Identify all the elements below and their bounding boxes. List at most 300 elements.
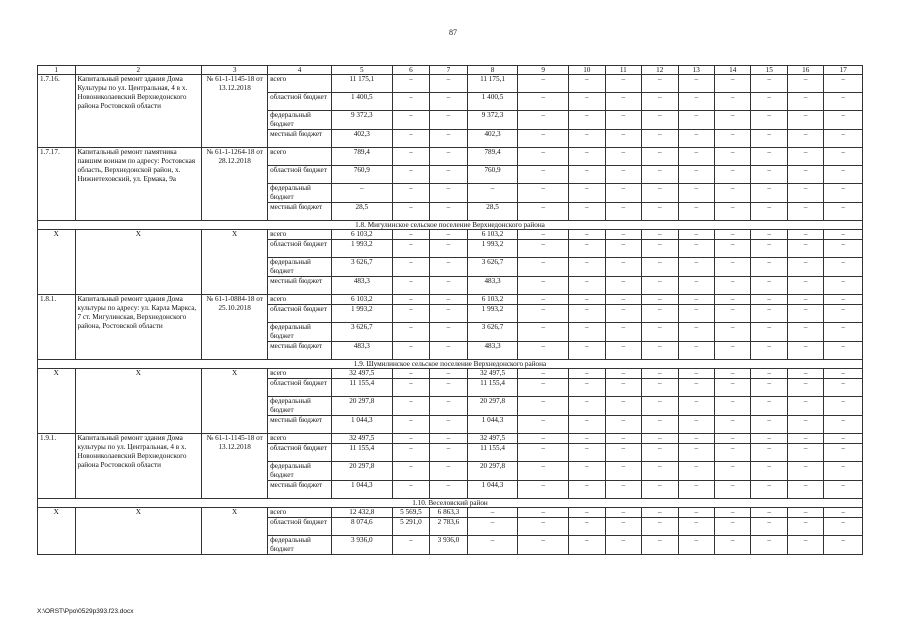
value-cell: – [518,166,569,184]
value-cell: – [678,258,714,277]
value-cell: – [751,342,787,360]
col-header: 9 [518,66,569,75]
value-cell: – [392,230,430,240]
value-cell: 9 372,3 [467,111,518,130]
value-cell: – [824,434,863,444]
value-cell: – [430,462,468,481]
value-cell: – [751,444,787,462]
value-cell: – [430,184,468,203]
funding-source: областной бюджет [268,444,332,462]
value-cell: – [518,462,569,481]
value-cell: – [569,508,605,518]
value-cell: – [569,462,605,481]
value-cell: – [518,148,569,166]
value-cell: – [824,518,863,536]
value-cell: – [605,342,641,360]
value-cell: – [569,230,605,240]
value-cell: – [392,342,430,360]
value-cell: 12 432,8 [331,508,392,518]
value-cell: – [518,230,569,240]
value-cell: – [605,75,641,93]
value-cell: 11 155,4 [331,379,392,397]
value-cell: – [642,462,678,481]
value-cell: – [518,342,569,360]
col-header: 15 [751,66,787,75]
value-cell: – [392,93,430,111]
value-cell: – [678,240,714,258]
value-cell: – [518,444,569,462]
page-number: 87 [449,28,457,37]
value-cell: 3 626,7 [331,323,392,342]
value-cell: – [714,230,750,240]
value-cell: – [569,166,605,184]
col-header: 3 [202,66,268,75]
value-cell: – [642,203,678,221]
value-cell: – [605,203,641,221]
item-name: Капитальный ремонт здания Дома культуры по ул. Центральная, 4 в х. Новониколаевский Верхнедонского района Ростовской области [75,434,202,499]
value-cell: – [678,305,714,323]
value-cell: – [392,184,430,203]
value-cell: – [678,166,714,184]
value-cell: – [751,462,787,481]
value-cell: – [569,184,605,203]
value-cell: – [824,305,863,323]
value-cell: – [678,342,714,360]
table-row [38,369,863,379]
value-cell: – [678,295,714,305]
value-cell: – [751,379,787,397]
value-cell: – [605,111,641,130]
funding-source: всего [268,148,332,166]
value-cell: 789,4 [467,148,518,166]
value-cell: – [430,203,468,221]
value-cell: – [787,518,823,536]
value-cell: – [642,75,678,93]
value-cell: – [430,305,468,323]
value-cell: 3 626,7 [467,258,518,277]
item-number: Х [38,369,76,434]
section-row [38,360,863,369]
value-cell: – [569,93,605,111]
value-cell: – [824,416,863,434]
value-cell: – [569,416,605,434]
value-cell: – [824,240,863,258]
value-cell: – [751,295,787,305]
value-cell: – [787,536,823,555]
value-cell: 1 993,2 [331,240,392,258]
value-cell: – [518,93,569,111]
value-cell: 2 783,6 [430,518,468,536]
value-cell: – [678,130,714,148]
value-cell: – [392,305,430,323]
value-cell: – [751,277,787,295]
value-cell: – [518,277,569,295]
funding-source: областной бюджет [268,240,332,258]
value-cell: – [787,416,823,434]
funding-source: областной бюджет [268,518,332,536]
section-title: 1.10. Веселовский район [38,499,863,508]
value-cell: – [605,93,641,111]
value-cell: 20 297,8 [331,397,392,416]
value-cell: – [642,323,678,342]
value-cell: – [518,323,569,342]
value-cell: – [605,416,641,434]
value-cell: – [787,305,823,323]
item-number: 1.7.16. [38,75,76,148]
value-cell: – [714,258,750,277]
funding-source: всего [268,75,332,93]
funding-source: местный бюджет [268,130,332,148]
value-cell: – [824,258,863,277]
value-cell: – [678,379,714,397]
item-name: Капитальный ремонт здания Дома культуры по адресу: ул. Карла Маркса, 7 ст. Мигулинская, Верхнедонского района, Ростовской области [75,295,202,360]
value-cell: 28,5 [467,203,518,221]
value-cell: – [678,416,714,434]
value-cell: 6 103,2 [331,230,392,240]
value-cell: – [714,342,750,360]
value-cell: – [824,130,863,148]
value-cell: – [392,166,430,184]
value-cell: – [642,508,678,518]
value-cell: – [642,342,678,360]
document-ref: Х [202,230,268,295]
funding-source: всего [268,369,332,379]
col-header: 17 [824,66,863,75]
funding-source: местный бюджет [268,481,332,499]
value-cell: – [605,130,641,148]
value-cell: – [787,111,823,130]
value-cell: 20 297,8 [467,397,518,416]
value-cell: 9 372,3 [331,111,392,130]
item-name: Х [75,230,202,295]
value-cell: 11 155,4 [331,444,392,462]
value-cell: – [569,203,605,221]
value-cell: – [392,295,430,305]
document-ref: № 61-1-1145-18 от 13.12.2018 [202,75,268,148]
value-cell: 483,3 [467,277,518,295]
item-number: 1.7.17. [38,148,76,221]
value-cell: – [824,379,863,397]
value-cell: – [751,75,787,93]
value-cell: – [751,508,787,518]
funding-source: федеральный бюджет [268,397,332,416]
value-cell: – [787,258,823,277]
value-cell: – [518,258,569,277]
value-cell: – [714,75,750,93]
value-cell: – [569,323,605,342]
col-header: 12 [642,66,678,75]
col-header: 7 [430,66,468,75]
value-cell: – [605,508,641,518]
value-cell: – [787,397,823,416]
value-cell: – [569,342,605,360]
value-cell: – [751,93,787,111]
col-header: 13 [678,66,714,75]
value-cell: – [569,434,605,444]
value-cell: – [678,444,714,462]
value-cell: – [642,166,678,184]
value-cell: – [569,481,605,499]
value-cell: – [678,397,714,416]
value-cell: – [642,130,678,148]
item-name: Капитальный ремонт памятника павшим воинам по адресу: Ростовская область, Верхнедонской район, х. Нижнетеховский, ул. Ермака, 9а [75,148,202,221]
value-cell: – [518,130,569,148]
value-cell: – [642,305,678,323]
value-cell: – [569,305,605,323]
value-cell: – [678,508,714,518]
value-cell: – [392,369,430,379]
value-cell: 1 044,3 [467,481,518,499]
column-number-row [38,66,863,75]
value-cell: – [430,93,468,111]
value-cell: – [824,230,863,240]
value-cell: – [642,148,678,166]
value-cell: – [787,481,823,499]
value-cell: – [642,416,678,434]
value-cell: – [392,130,430,148]
value-cell: – [714,518,750,536]
funding-source: федеральный бюджет [268,536,332,555]
value-cell: – [714,462,750,481]
value-cell: – [824,369,863,379]
value-cell: – [714,444,750,462]
value-cell: – [605,258,641,277]
value-cell: – [824,323,863,342]
value-cell: – [430,444,468,462]
value-cell: 483,3 [467,342,518,360]
value-cell: – [751,258,787,277]
value-cell: 11 175,1 [467,75,518,93]
value-cell: – [467,508,518,518]
budget-table [37,65,863,555]
value-cell: 789,4 [331,148,392,166]
value-cell: – [751,536,787,555]
value-cell: – [824,148,863,166]
value-cell: – [751,481,787,499]
value-cell: – [392,536,430,555]
value-cell: – [430,111,468,130]
value-cell: 5 569,5 [392,508,430,518]
col-header: 14 [714,66,750,75]
value-cell: – [392,434,430,444]
value-cell: – [392,148,430,166]
value-cell: – [678,230,714,240]
value-cell: – [678,481,714,499]
value-cell: – [751,203,787,221]
value-cell: – [751,323,787,342]
value-cell: 32 497,5 [467,369,518,379]
value-cell: – [642,397,678,416]
value-cell: – [824,166,863,184]
value-cell: – [787,93,823,111]
value-cell: – [751,369,787,379]
value-cell: – [787,444,823,462]
value-cell: 1 044,3 [467,416,518,434]
value-cell: – [467,518,518,536]
funding-source: областной бюджет [268,166,332,184]
item-number: 1.9.1. [38,434,76,499]
funding-source: федеральный бюджет [268,258,332,277]
item-name: Х [75,508,202,555]
value-cell: – [824,342,863,360]
document-ref: № 61-1-1264-18 от 28.12.2018 [202,148,268,221]
value-cell: – [824,536,863,555]
value-cell: 402,3 [331,130,392,148]
value-cell: – [392,240,430,258]
value-cell: – [467,536,518,555]
table-row [38,295,863,305]
value-cell: – [642,295,678,305]
col-header: 5 [331,66,392,75]
value-cell: – [678,203,714,221]
value-cell: – [569,258,605,277]
item-name: Капитальный ремонт здания Дома Культуры по ул. Центральная, 4 в х. Новониколаевский Верхнедонского района Ростовской области [75,75,202,148]
document-ref: № 61-1-0884-18 от 25.10.2018 [202,295,268,360]
value-cell: 1 993,2 [331,305,392,323]
value-cell: 5 291,0 [392,518,430,536]
value-cell: – [751,305,787,323]
value-cell: 3 626,7 [467,323,518,342]
value-cell: 760,9 [467,166,518,184]
value-cell: – [518,518,569,536]
value-cell: – [678,184,714,203]
value-cell: – [714,130,750,148]
value-cell: – [605,444,641,462]
value-cell: – [787,130,823,148]
document-ref: Х [202,508,268,555]
value-cell: – [518,305,569,323]
value-cell: – [430,342,468,360]
funding-source: местный бюджет [268,277,332,295]
value-cell: – [518,369,569,379]
value-cell: 32 497,5 [331,369,392,379]
value-cell: – [678,518,714,536]
value-cell: – [518,508,569,518]
value-cell: – [569,518,605,536]
value-cell: – [787,369,823,379]
value-cell: – [569,130,605,148]
value-cell: – [751,434,787,444]
value-cell: – [392,397,430,416]
value-cell: – [642,444,678,462]
value-cell: 6 103,2 [331,295,392,305]
value-cell: – [642,434,678,444]
value-cell: – [569,397,605,416]
value-cell: – [678,536,714,555]
value-cell: 32 497,5 [331,434,392,444]
table-row [38,148,863,166]
value-cell: – [605,434,641,444]
table-body [38,66,863,555]
value-cell: 1 400,5 [331,93,392,111]
value-cell: 1 044,3 [331,481,392,499]
funding-source: местный бюджет [268,203,332,221]
value-cell: – [714,240,750,258]
value-cell: – [331,184,392,203]
value-cell: – [787,462,823,481]
value-cell: – [430,148,468,166]
value-cell: – [569,277,605,295]
funding-source: федеральный бюджет [268,111,332,130]
value-cell: – [787,379,823,397]
table-row [38,230,863,240]
value-cell: – [430,258,468,277]
value-cell: – [430,481,468,499]
value-cell: – [518,379,569,397]
value-cell: – [787,277,823,295]
col-header: 11 [605,66,641,75]
funding-source: местный бюджет [268,416,332,434]
item-number: Х [38,230,76,295]
value-cell: 8 074,6 [331,518,392,536]
value-cell: – [678,75,714,93]
funding-source: областной бюджет [268,379,332,397]
value-cell: 6 103,2 [467,230,518,240]
value-cell: – [787,75,823,93]
value-cell: – [642,379,678,397]
value-cell: – [714,369,750,379]
value-cell: – [751,130,787,148]
value-cell: – [824,111,863,130]
value-cell: – [605,184,641,203]
value-cell: – [392,203,430,221]
value-cell: – [605,277,641,295]
value-cell: – [714,397,750,416]
value-cell: – [392,444,430,462]
value-cell: – [824,184,863,203]
col-header: 10 [569,66,605,75]
value-cell: – [430,230,468,240]
value-cell: – [430,75,468,93]
value-cell: – [392,379,430,397]
value-cell: – [642,481,678,499]
value-cell: – [824,93,863,111]
section-row [38,499,863,508]
col-header: 6 [392,66,430,75]
value-cell: – [430,240,468,258]
funding-source: областной бюджет [268,93,332,111]
value-cell: – [518,184,569,203]
value-cell: – [430,379,468,397]
value-cell: – [605,369,641,379]
section-title: 1.9. Шумилинское сельское поселение Верхнедонского района [38,360,863,369]
value-cell: – [392,481,430,499]
value-cell: – [824,508,863,518]
funding-source: местный бюджет [268,342,332,360]
col-header: 2 [75,66,202,75]
value-cell: – [605,379,641,397]
value-cell: – [467,184,518,203]
value-cell: 6 103,2 [467,295,518,305]
value-cell: – [518,240,569,258]
value-cell: – [787,295,823,305]
value-cell: – [714,203,750,221]
value-cell: – [787,240,823,258]
value-cell: – [430,397,468,416]
value-cell: – [605,295,641,305]
value-cell: – [605,240,641,258]
value-cell: 760,9 [331,166,392,184]
value-cell: – [714,323,750,342]
value-cell: – [751,166,787,184]
value-cell: – [569,111,605,130]
value-cell: – [569,369,605,379]
value-cell: – [751,111,787,130]
value-cell: – [518,434,569,444]
value-cell: – [430,434,468,444]
value-cell: – [605,166,641,184]
value-cell: – [642,240,678,258]
